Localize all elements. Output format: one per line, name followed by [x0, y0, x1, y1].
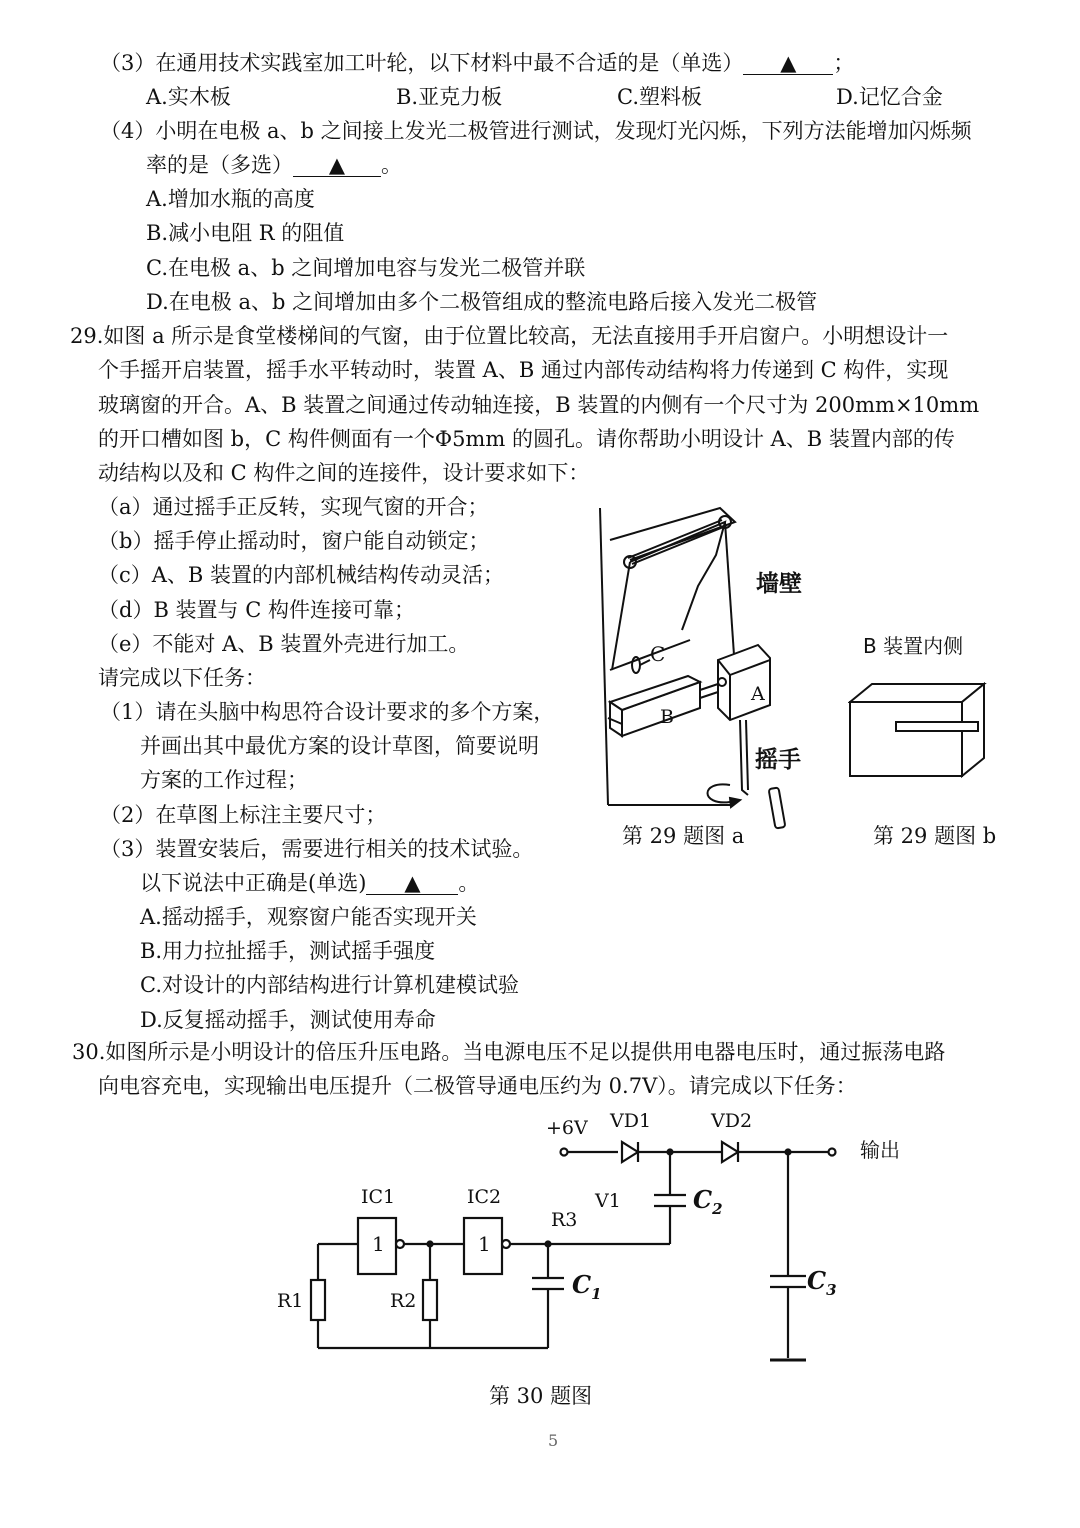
label-vd2: VD2 [711, 1110, 753, 1132]
open-slot [896, 722, 978, 731]
label-gate-ic1: 1 [372, 1232, 385, 1256]
label-r3: R3 [551, 1209, 578, 1231]
q29-task1-line3: 方案的工作过程； [140, 768, 308, 792]
q4-answer-blank[interactable]: ▲ [293, 154, 381, 177]
q29-req-c: （c）A、B 装置的内部机械结构传动灵活； [98, 563, 505, 587]
q29-task1-line1: （1）请在头脑中构思符合设计要求的多个方案， [100, 700, 555, 724]
label-c3: $C_3$ [807, 1266, 837, 1299]
q29-req-b: （b）摇手停止摇动时，窗户能自动锁定； [98, 529, 490, 553]
figure-29b-device-b-inner-side [848, 680, 988, 780]
q29-task3-line2: 以下说法中正确是(单选) ▲ 。 [140, 871, 480, 895]
q29-tasks-title: 请完成以下任务： [98, 666, 266, 690]
label-r2: R2 [390, 1290, 417, 1312]
q29-req-d: （d）B 装置与 C 构件连接可靠； [98, 598, 415, 622]
q29-answer-blank[interactable]: ▲ [366, 872, 458, 895]
page-number: 5 [548, 1431, 559, 1450]
diode-vd1 [622, 1142, 638, 1162]
label-v1: V1 [595, 1190, 621, 1212]
label-c1: $C_1$ [572, 1270, 602, 1303]
q4-option-d: D.在电极 a、b 之间增加由多个二极管组成的整流电路后接入发光二极管 [146, 290, 818, 314]
label-ic1: IC1 [361, 1186, 396, 1208]
q3-option-a: A.实木板 [146, 85, 231, 109]
fig29a-b-label: B [660, 706, 674, 728]
fig29a-wall-label: 墙壁 [756, 570, 802, 597]
q3-stem-text: （3）在通用技术实践室加工叶轮，以下材料中最不合适的是（单选） [100, 51, 744, 75]
fig29a-c-label: C [650, 642, 666, 666]
q29-req-e: （e）不能对 A、B 装置外壳进行加工。 [98, 632, 470, 656]
q29-intro-line3: 玻璃窗的开合。A、B 装置之间通过传动轴连接，B 装置的内侧有一个尺寸为 200mm×10mm [98, 393, 980, 417]
q29-task3-line1: （3）装置安装后，需要进行相关的技术试验。 [100, 837, 534, 861]
fig30-caption: 第 30 题图 [489, 1384, 593, 1408]
q4-option-c: C.在电极 a、b 之间增加电容与发光二极管并联 [146, 256, 586, 280]
fig29a-caption: 第 29 题图 a [622, 824, 745, 848]
q3-option-b: B.亚克力板 [396, 85, 503, 109]
diode-vd2 [722, 1142, 738, 1162]
fig29b-caption: 第 29 题图 b [873, 824, 997, 848]
q3-answer-blank[interactable]: ▲ [743, 52, 833, 75]
vcc-terminal [561, 1149, 568, 1156]
label-output: 输出 [860, 1138, 900, 1162]
label-ic2: IC2 [467, 1186, 502, 1208]
q29-option-b: B.用力拉扯摇手，测试摇手强度 [140, 939, 436, 963]
q29-option-a: A.摇动摇手，观察窗户能否实现开关 [140, 905, 477, 929]
label-vd1: VD1 [610, 1110, 652, 1132]
q30-intro-line1: 30.如图所示是小明设计的倍压升压电路。当电源电压不足以提供用电器电压时，通过振荡电路 [72, 1040, 946, 1064]
fig29a-handle-label: 摇手 [755, 746, 801, 773]
label-gate-ic2: 1 [478, 1232, 491, 1256]
q30-intro-line2: 向电容充电，实现输出电压提升（二极管导通电压约为 0.7V）。请完成以下任务： [98, 1074, 857, 1098]
q4-stem-line2: 率的是（多选） ▲ 。 [146, 153, 402, 177]
label-c2: $C_2$ [693, 1185, 723, 1218]
fig29b-title: B 装置内侧 [863, 634, 964, 658]
q29-task2: （2）在草图上标注主要尺寸； [100, 803, 387, 827]
q29-option-d: D.反复摇动摇手，测试使用寿命 [140, 1008, 436, 1032]
q29-task1-line2: 并画出其中最优方案的设计草图，简要说明 [140, 734, 539, 758]
q4-option-a: A.增加水瓶的高度 [146, 187, 315, 211]
resistor-r2 [423, 1280, 437, 1320]
q29-intro-line1: 29.如图 a 所示是食堂楼梯间的气窗，由于位置比较高，无法直接用手开启窗户。小明想设计一 [70, 324, 949, 348]
label-vcc: +6V [546, 1117, 588, 1139]
rotation-arrow [708, 784, 731, 802]
figure-29a-window-mechanism [590, 500, 820, 840]
q29-intro-line4: 的开口槽如图 b，C 构件侧面有一个Φ5mm 的圆孔。请你帮助小明设计 A、B 装置内部的传 [98, 427, 955, 451]
q3-option-c: C.塑料板 [617, 85, 702, 109]
output-terminal [829, 1149, 836, 1156]
q4-option-b: B.减小电阻 R 的阻值 [146, 221, 345, 245]
q29-option-c: C.对设计的内部结构进行计算机建模试验 [140, 973, 519, 997]
q3-stem: （3）在通用技术实践室加工叶轮，以下材料中最不合适的是（单选） ▲ ； [100, 51, 855, 75]
q29-req-a: （a）通过摇手正反转，实现气窗的开合； [98, 495, 489, 519]
q29-intro-line2: 个手摇开启装置，摇手水平转动时，装置 A、B 通过内部传动结构将力传递到 C 构件，实现 [98, 358, 949, 382]
fig29a-a-label: A [751, 683, 765, 705]
label-r1: R1 [277, 1290, 304, 1312]
resistor-r1 [311, 1280, 325, 1320]
figure-30-voltage-doubler-circuit [260, 1100, 950, 1380]
q29-intro-line5: 动结构以及和 C 构件之间的连接件，设计要求如下： [98, 461, 590, 485]
q3-option-d: D.记忆合金 [836, 85, 943, 109]
q4-stem-line1: （4）小明在电极 a、b 之间接上发光二极管进行测试，发现灯光闪烁，下列方法能增加闪烁频 [100, 119, 972, 143]
wall-edge [600, 508, 608, 805]
